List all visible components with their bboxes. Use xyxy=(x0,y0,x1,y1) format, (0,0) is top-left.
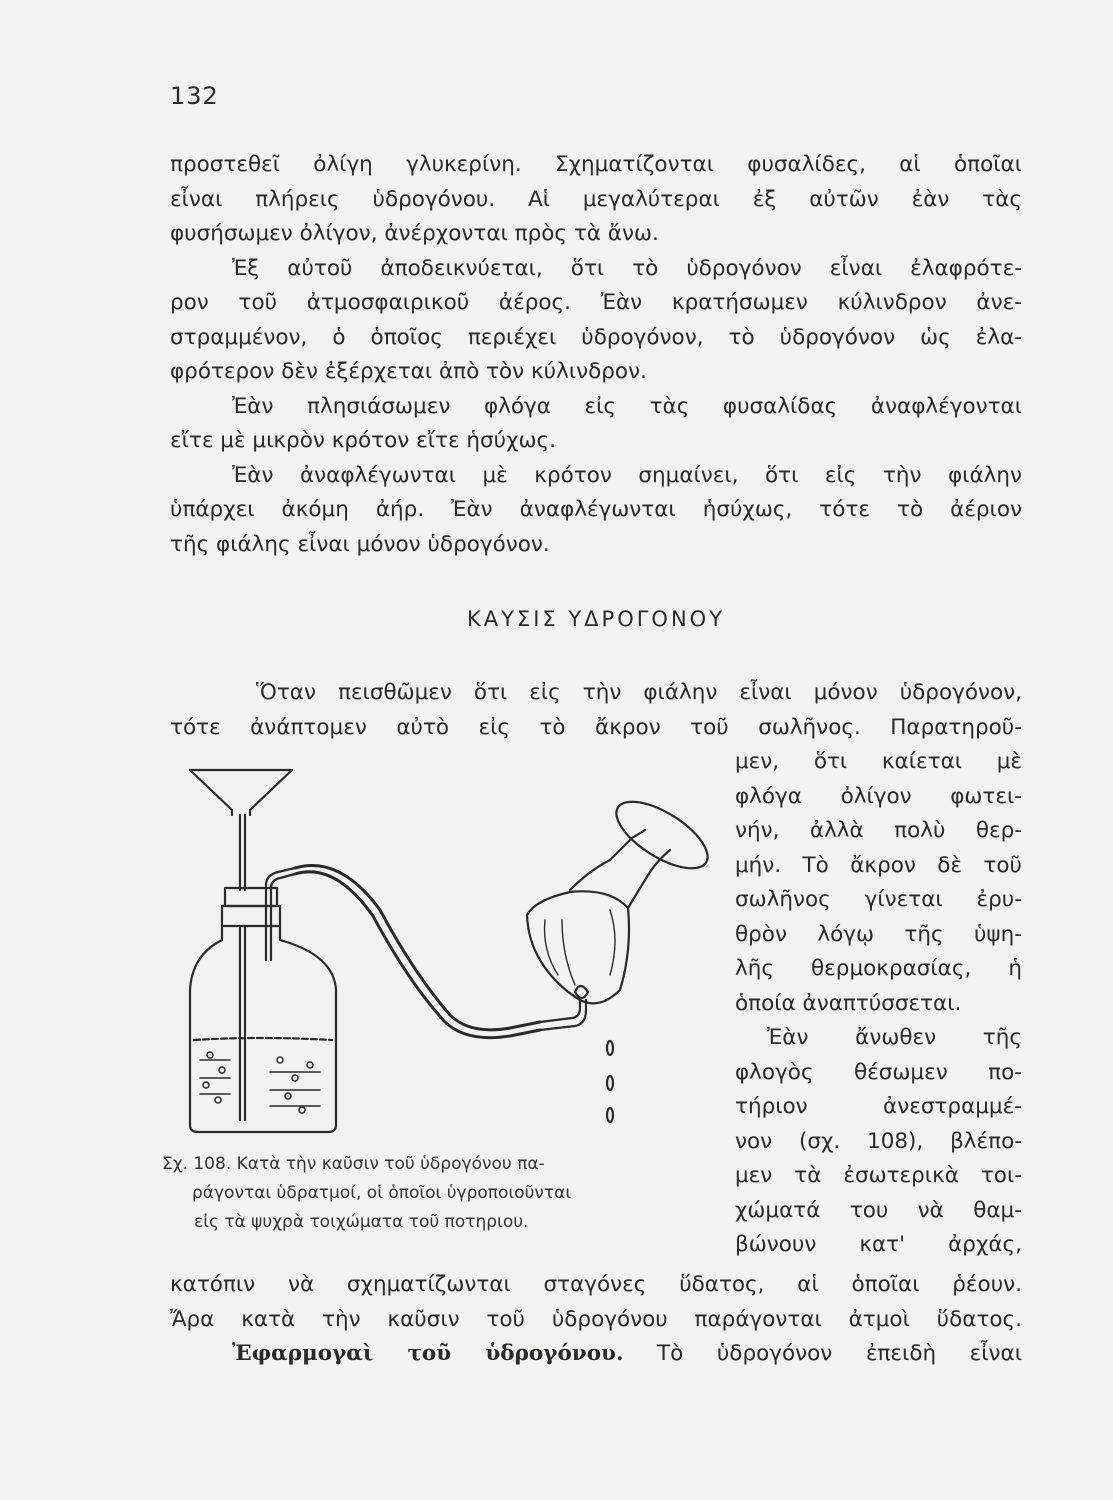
text-line: φυσήσωμεν ὀλίγον, ἀνέρχονται πρὸς τὰ ἄνω. xyxy=(170,221,659,246)
hydrogen-combustion-figure xyxy=(170,760,730,1145)
subsection-title: Ἐφαρμογαὶ τοῦ ὑδρογόνου. xyxy=(232,1341,624,1366)
caption-line: Σχ. 108. Κατὰ τὴν καῦσιν τοῦ ὑδρογόνου πα- xyxy=(162,1154,545,1174)
text-line: στραμμένον, ὁ ὁποῖος περιέχει ὑδρογόνον, τὸ ὑδρογόνον ὡς ἐλα- xyxy=(170,324,1022,350)
caption-line: ράγονται ὑδρατμοί, οἱ ὁποῖοι ὑγροποιοῦνται xyxy=(192,1183,572,1203)
text-line: Ἐὰν πλησιάσωμεν φλόγα εἰς τὰς φυσαλίδας ἀναφλέγονται xyxy=(232,393,1022,419)
text-line: τήριον ἀνεστραμμέ- xyxy=(735,1094,1022,1119)
text-line: ὁποία ἀναπτύσσεται. xyxy=(735,990,962,1016)
text-line: Ἐξ αὐτοῦ ἀποδεικνύεται, ὅτι τὸ ὑδρογόνον εἶναι ἐλαφρότε- xyxy=(232,255,1022,281)
text-line: προστεθεῖ ὀλίγη γλυκερίνη. Σχηματίζονται φυσαλίδες, αἱ ὁποῖαι xyxy=(170,152,1022,177)
mid-paragraph xyxy=(170,676,1022,745)
text-line: μεν τὰ ἐσωτερικὰ τοι- xyxy=(735,1163,1022,1188)
text-line: σωλῆνος γίνεται ἐρυ- xyxy=(735,887,1022,912)
text-line xyxy=(170,1337,1022,1372)
text-line: κατόπιν νὰ σχηματίζωνται σταγόνες ὕδατος, αἱ ὁποῖαι ῥέουν. xyxy=(170,1272,1022,1297)
top-paragraphs xyxy=(170,148,1022,562)
text-line: βώνουν κατ' ἀρχάς, xyxy=(735,1232,1022,1257)
text-line: ὑπάρχει ἀκόμη ἀήρ. Ἐὰν ἀναφλέγωνται ἡσύχως, τότε τὸ ἀέριον xyxy=(170,497,1022,522)
text-line: Ὅταν πεισθῶμεν ὅτι εἰς τὴν φιάλην εἶναι μόνον ὑδρογόνον, xyxy=(256,680,1022,705)
text-fragment: Τὸ ὑδρογόνον ἐπειδὴ εἶναι xyxy=(657,1341,1023,1366)
text-line: Ἐὰν ἄνωθεν τῆς xyxy=(767,1025,1022,1050)
section-heading: ΚΑΥΣΙΣ ΥΔΡΟΓΟΝΟΥ xyxy=(466,607,726,631)
text-line: νήν, ἀλλὰ πολὺ θερ- xyxy=(735,818,1022,843)
text-line: χώματά του νὰ θαμ- xyxy=(735,1197,1022,1223)
figure-caption xyxy=(162,1150,707,1237)
bottom-paragraph xyxy=(170,1268,1022,1372)
text-line: θρὸν λόγῳ τῆς ὑψη- xyxy=(735,921,1022,947)
apparatus-illustration xyxy=(170,760,730,1145)
page-number: 132 xyxy=(170,82,219,110)
text-line: εἶναι πλήρεις ὑδρογόνου. Αἱ μεγαλύτεραι ἐξ αὐτῶν ἐὰν τὰς xyxy=(170,186,1022,212)
side-column xyxy=(735,745,1022,1263)
text-line: μήν. Τὸ ἄκρον δὲ τοῦ xyxy=(735,852,1022,878)
text-line: τότε ἀνάπτομεν αὐτὸ εἰς τὸ ἄκρον τοῦ σωλῆνος. Παρατηροῦ- xyxy=(170,714,1022,740)
text-line: Ἄρα κατὰ τὴν καῦσιν τοῦ ὑδρογόνου παράγονται ἀτμοὶ ὕδατος. xyxy=(170,1306,1022,1332)
text-line: Ἐὰν ἀναφλέγωνται μὲ κρότον σημαίνει, ὅτι εἰς τὴν φιάλην xyxy=(232,462,1022,488)
text-line: φλόγα ὀλίγον φωτει- xyxy=(735,783,1022,809)
text-line: μεν, ὅτι καίεται μὲ xyxy=(735,749,1022,774)
caption-line: εἰς τὰ ψυχρὰ τοιχώματα τοῦ ποτηριου. xyxy=(194,1212,529,1232)
text-line: φλογὸς θέσωμεν πο- xyxy=(735,1059,1022,1085)
text-line: λῆς θερμοκρασίας, ἡ xyxy=(735,956,1022,981)
text-line: εἴτε μὲ μικρὸν κρότον εἴτε ἡσύχως. xyxy=(170,428,556,453)
text-line: φρότερον δὲν ἐξέρχεται ἀπὸ τὸν κύλινδρον. xyxy=(170,359,647,384)
text-line: ρον τοῦ ἀτμοσφαιρικοῦ ἀέρος. Ἐὰν κρατήσωμεν κύλινδρον ἀνε- xyxy=(170,290,1022,315)
text-line: νον (σχ. 108), βλέπο- xyxy=(735,1128,1022,1154)
text-line: τῆς φιάλης εἶναι μόνον ὑδρογόνον. xyxy=(170,531,550,557)
